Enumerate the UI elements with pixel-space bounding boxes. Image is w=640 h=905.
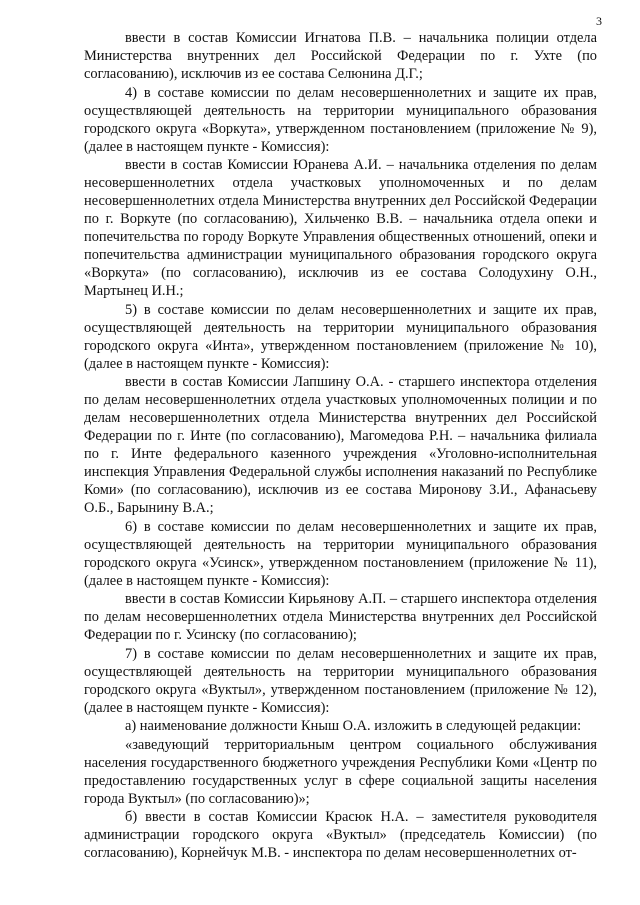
paragraph-4: 5) в составе комиссии по делам несовершеннолетних и защите их прав, осуществляющей деятельность на территории муниципального образования городского округа «Инта», утвержденном постановлением (приложение № 10), (далее в настоящем пункте - Комиссия): — [84, 301, 597, 372]
paragraph-8: 7) в составе комиссии по делам несовершеннолетних и защите их прав, осуществляющей деятельность на территории муниципального образования городского округа «Вуктыл», утвержденном постановлением (приложение № 12), (далее в настоящем пункте - Комиссия): — [84, 645, 597, 716]
paragraph-9: а) наименование должности Кныш О.А. изложить в следующей редакции: — [125, 718, 582, 734]
paragraph-6: 6) в составе комиссии по делам несовершеннолетних и защите их прав, осуществляющей деятельность на территории муниципального образования городского округа «Усинск», утвержденном постановлением (приложение № 11), (далее в настоящем пункте - Комиссия): — [84, 518, 597, 589]
document-body — [84, 29, 597, 863]
paragraph-11: б) ввести в состав Комиссии Красюк Н.А. – заместителя руководителя администрации городского округа «Вуктыл» (председатель Комиссии) (по согласованию), Корнейчук М.В. - инспектора по делам несовершеннолетних от- — [84, 809, 597, 861]
paragraph-1: ввести в состав Комиссии Игнатова П.В. – начальника полиции отдела Министерства внутренних дел Российской Федерации по г. Ухте (по согласованию), исключив из ее состава Селюнина Д.Г.; — [84, 30, 597, 82]
page-number: 3 — [596, 14, 602, 28]
paragraph-5: ввести в состав Комиссии Лапшину О.А. - старшего инспектора отделения по делам несовершеннолетних отдела участковых уполномоченных полиции и по делам несовершеннолетних отдела Министерства внутренних дел Российской Федерации по г. Инте (по согласованию), Магомедова Р.Н. – начальника филиала по г. Инте федерального казенного учреждения «Уголовно-исполнительная инспекция Управления Федеральной службы исполнения наказаний по Республике Коми» (по согласованию), исключив из ее состава Миронову З.И., Афанасьеву О.Б., Барынину В.А.; — [84, 374, 597, 516]
paragraph-3: ввести в состав Комиссии Юранева А.И. – начальника отделения по делам несовершеннолетних отдела участковых уполномоченных и по делам несовершеннолетних отдела Министерства внутренних дел Российской Федерации по г. Воркуте (по согласованию), Хильченко В.В. – начальника отдела опеки и попечительства по городу Воркуте Управления общественных отношений, опеки и попечительства администрации муниципального образования городского округа «Воркута» (по согласованию), исключив из ее состава Солодухину О.Н., Мартынец И.Н.; — [84, 157, 597, 299]
paragraph-10: «заведующий территориальным центром социального обслуживания населения государственного бюджетного учреждения Республики Коми «Центр по предоставлению государственных услуг в сфере социальной защиты населения города Вуктыл» (по согласованию)»; — [84, 736, 597, 807]
paragraph-2: 4) в составе комиссии по делам несовершеннолетних и защите их прав, осуществляющей деятельность на территории муниципального образования городского округа «Воркута», утвержденном постановлением (приложение № 9), (далее в настоящем пункте - Комиссия): — [84, 84, 597, 155]
paragraph-7: ввести в состав Комиссии Кирьянову А.П. – старшего инспектора отделения по делам несовершеннолетних отдела Министерства внутренних дел Российской Федерации по г. Усинску (по согласованию); — [84, 591, 597, 643]
